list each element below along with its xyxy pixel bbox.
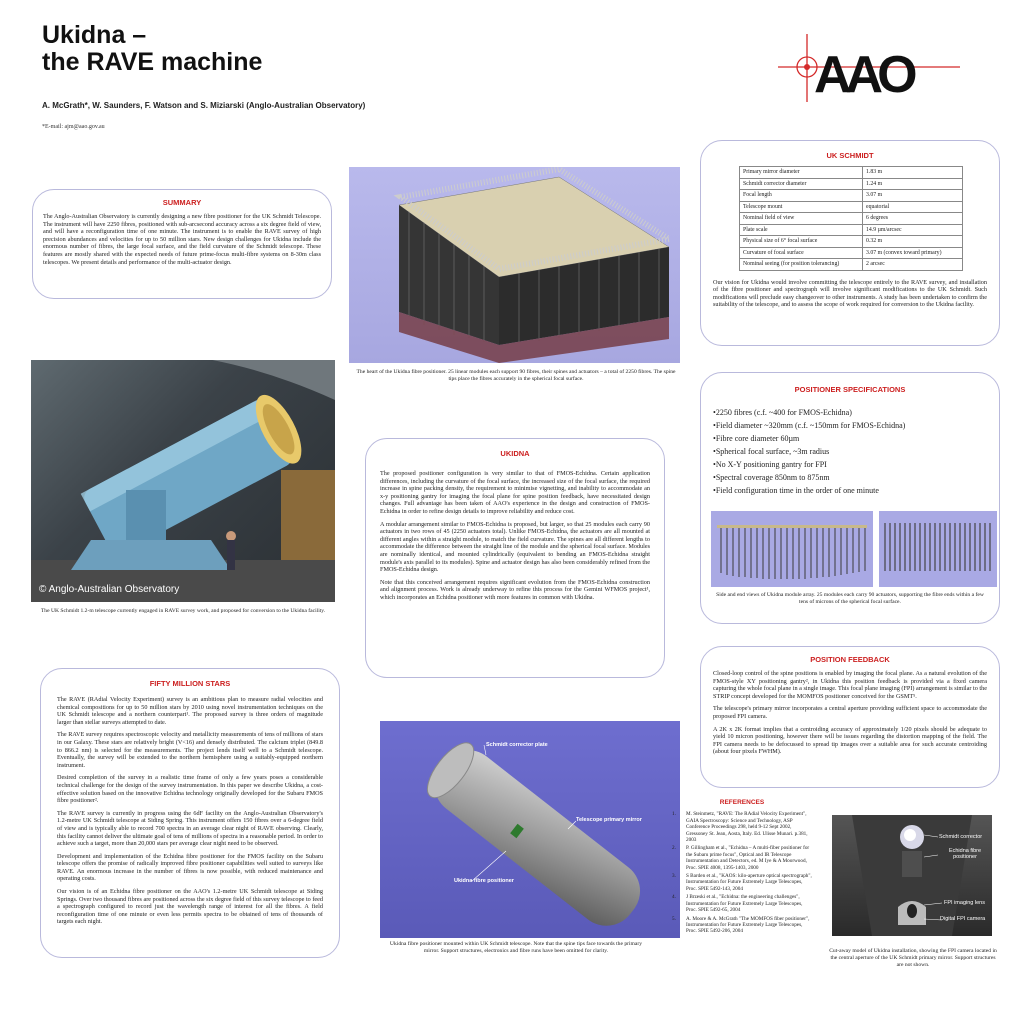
ukidna-heading: UKIDNA — [500, 449, 530, 458]
authors: A. McGrath*, W. Saunders, F. Watson and S. Miziarski (Anglo-Australian Observatory) — [42, 101, 366, 110]
label-primary-mirror: Telescope primary mirror — [576, 817, 642, 823]
list-item: • Spectral coverage 850nm to 875nm — [713, 471, 987, 484]
label-echidna-positioner: Echidna fibre positioner — [948, 848, 982, 860]
label-fibre-positioner: Ukidna fibre positioner — [454, 878, 514, 884]
table-row: Schmidt corrector diameter 1.24 m — [740, 178, 963, 190]
ukidna-paragraph-1: The proposed positioner configuration is very similar to that of FMOS-Echidna. Certain application differences, including the curvature of the focal surface, the increased size of the focal surface, the required increase in spine packing density, the requirement to minimise vignetting, and inability to accommodate an x-y positioning gantry for imaging the focal plane for spine position feedback, have necessitated design changes. Full advantage has been taken of AAO's experience in the design and construction of FMOS-Echidna in order to refine design details to improve reliability and reduce cost. — [380, 470, 650, 515]
module-side-view — [711, 511, 873, 587]
label-fpi-camera: Digital FPI camera — [940, 916, 986, 922]
telescope-tube-render — [380, 721, 680, 938]
ukidna-panel — [365, 438, 665, 678]
reference-item: 1. M. Steinmetz, "RAVE: The RAdial Velocity Experiment", GAIA Spectroscopy: Science and Technology, ASP Conference Proceedings 298, held 9-12 Sept 2002, Gressoney St. Jean, Aosta, Italy. Ed. Ulisse Munari. p.381, 2003 — [672, 811, 808, 844]
positioner-render-caption: The heart of the Ukidna fibre positioner. 25 linear modules each support 90 fibres, their spines and actuators – a total of 2250 fibres. The spine tips place the fibres accurately in the spherical focal surface. — [356, 369, 676, 382]
photo-watermark: © Anglo-Australian Observatory — [39, 584, 180, 595]
author-email: *E-mail: ajm@aao.gov.au — [42, 124, 105, 130]
list-item: • Fibre core diameter 60µm — [713, 432, 987, 445]
summary-panel — [32, 189, 332, 299]
list-item: • No X-Y positioning gantry for FPI — [713, 458, 987, 471]
logo-text: AAO — [814, 46, 912, 104]
table-row: Focal length 3.07 m — [740, 190, 963, 202]
fifty-million-heading: FIFTY MILLION STARS — [149, 679, 231, 688]
fifty-million-paragraph-5: Development and implementation of the Echidna fibre positioner for the FMOS facility on the Subaru telescope offers the promise of radically improved fibre positioner capabilities well suited to surveys like RAVE. An enormous increase in the number of fibres is now possible, with reduced maintenance and operating costs. — [57, 852, 323, 883]
positioner-specs-list — [713, 406, 987, 497]
table-row: Nominal field of view 6 degrees — [740, 213, 963, 225]
reference-item: 4. J Brzeski et al., "Echidna: the engineering challenges", Instrumentation for Future Extremely Large Telescopes, Proc. SPIE 5492-65, 2004 — [672, 894, 803, 914]
uk-schmidt-text: Our vision for Ukidna would involve committing the telescope entirely to the RAVE survey, and installation of the fibre positioner and spectrograph will involve significant modifications to the UK Schmidt. Such modifications will preclude easy changeover to other instruments. A study has been undertaken to confirm the suitability of the telescope, and to assess the scope of work required for conversion to the Ukidna facility. — [713, 278, 987, 309]
telescope-illustration — [31, 360, 335, 602]
positioner-specs-heading: POSITIONER SPECIFICATIONS — [794, 385, 906, 394]
position-feedback-heading: POSITION FEEDBACK — [810, 655, 890, 664]
position-feedback-paragraph-3: A 2K x 2K format implies that a centroiding accuracy of approximately 1/20 pixels should be adequate to yield 10 micron positioning, however there will be issues regarding the distortion mapping of the field. The FPI camera needs to be defocussed to spread tip images over a suitable area for such accurate centroiding (about four pixels FWHM). — [713, 725, 987, 756]
fifty-million-paragraph-3: Desired completion of the survey in a realistic time frame of only a few years poses a considerable technical challenge for the design of the survey instrumentation. In this paper we describe Ukidna, a cost-effective solution based on the innovative Echidna technology originally developed for the Subaru FMOS fibre positioner². — [57, 774, 323, 805]
tube-render-caption: Ukidna fibre positioner mounted within UK Schmidt telescope. Note that the spine tips face towards the primary mirror. Support structures, electronics and fibre runs have been omitted for clarity. — [389, 941, 643, 954]
cutaway-caption: Cut-away model of Ukidna installation, showing the FPI camera located in the central aperture of the UK Schmidt primary mirror. Support structures are not shown. — [829, 948, 997, 968]
table-row: Telescope mount equatorial — [740, 201, 963, 213]
list-item: • Field configuration time in the order of one minute — [713, 484, 987, 497]
reference-item: 3. S Barden et al., "KAOS: kilo-aperture optical spectrograph", Instrumentation for Future Extremely Large Telescopes, Proc. SPIE 5492-143, 2004 — [672, 873, 812, 892]
fifty-million-paragraph-6: Our vision is of an Echidna fibre positioner on the AAO's 1.2-metre UK Schmidt telescope at Siding Springs. Over two thousand fibres are positioned across the six degree field of this survey telescope to feed a spectrograph configured to record just the wavelength range of interest for all the fibres. A field reconfiguration time of one minute or even less permits spectra to be obtained of tens of thousands of targets each night. — [57, 888, 323, 926]
uk-schmidt-panel — [700, 140, 1000, 346]
list-item: • Field diameter ~320mm (c.f. ~150mm for FMOS-Echidna) — [713, 419, 987, 432]
table-row: Primary mirror diameter 1.83 m — [740, 167, 963, 179]
ukidna-paragraph-3: Note that this conceived arrangement requires significant evolution from the FMOS-Echidna construction and alignment process. Work is already underway to refine this process for the Gemini WFMOS project¹, which incorporates an Echidna positioner with more features in common with Ukidna. — [380, 578, 650, 601]
uk-schmidt-heading: UK SCHMIDT — [826, 151, 874, 160]
position-feedback-panel — [700, 646, 1000, 788]
summary-heading: SUMMARY — [162, 198, 202, 207]
aao-logo — [770, 30, 970, 106]
table-row: Curvature of focal surface 3.07 m (convex toward primary) — [740, 247, 963, 259]
positioner-render — [349, 167, 680, 363]
table-row: Plate scale 14.9 µm/arcsec — [740, 224, 963, 236]
tube-illustration — [380, 721, 680, 938]
telescope-photo-caption: The UK Schmidt 1.2-m telescope currently engaged in RAVE survey work, and proposed for conversion to the Ukidna facility. — [40, 608, 326, 614]
module-views-caption: Side and end views of Ukidna module array. 25 modules each carry 90 actuators, supporting the fibre ends within a few tens of microns of the spherical focal surface. — [716, 592, 984, 605]
label-fpi-lens: FPI imaging lens — [944, 900, 985, 906]
uk-schmidt-table — [739, 166, 963, 271]
title-line-1: Ukidna – — [42, 21, 147, 49]
fifty-million-panel — [40, 668, 340, 958]
fifty-million-paragraph-2: The RAVE survey requires spectroscopic velocity and metallicity measurements of tens of millions of stars in our Galaxy. These stars are relatively bright (V<16) and densely distributed. The calcium triplet (849.8 to 866.2 nm) is selected for the measurements. The project lends itself well to a Schmidt telescope. Eventually, the survey will be extended to the northern hemisphere using a suitably-equipped northern instrument. — [57, 731, 323, 769]
position-feedback-paragraph-1: Closed-loop control of the spine positions is enabled by imaging the focal plane. As a natural evolution of the FMOS-style XY positioning gantry², in Ukidna this position feedback is provided via a fixed camera capturing the whole focal plane in a single image. This focal plane imaging (FPI) arrangement is similar to the STRIP concept developed for the MOMFOS positioner conceived for the GSMT⁵. — [713, 670, 987, 700]
fifty-million-paragraph-1: The RAVE (RAdial Velocity Experiment) survey is an ambitious plan to measure radial velocities and chemical compositions for up to 50 million stars by 2010 using novel instrumentation techniques on the UK Schmidt telescope and a northern counterpart¹. The proposed survey is three orders of magnitude larger than stellar surveys attempted to date. — [57, 696, 323, 726]
reference-item: 2. P. Gillingham et al., "Echidna – A multi-fiber positioner for the Subaru prime focus", Optical and IR Telescope Instrumentation and Detectors, ed. M Iye & A Moorwood, Proc. SPIE 4008, 1395-1403, 2000 — [672, 845, 810, 871]
label-corrector-plate: Schmidt corrector plate — [486, 742, 548, 748]
module-end-view — [879, 511, 997, 587]
title-line-2: the RAVE machine — [42, 48, 263, 76]
summary-text: The Anglo-Australian Observatory is currently designing a new fibre positioner for the UK Schmidt Telescope. The instrument will have 2250 fibres, positioned with sub-arcsecond accuracy across a six degree field of view, and will have a reconfiguration time of one minute. The instrument is to enable the RAVE survey of high precision abundances and velocities for up to 50 million stars. New design challenges for Ukidna include the enormous number of fibres, the large focal surface, and the field curvature of the Schmidt telescope. These features are mostly shared with the expected needs of future prime-focus multi-fibre systems on 8-30m class telescopes. We present details and performance of the multi-actuator design. — [43, 213, 321, 266]
position-feedback-paragraph-2: The telescope's primary mirror incorporates a central aperture providing sufficient space to accommodate the proposed FPI camera. — [713, 705, 987, 720]
table-row: Physical size of 6° focal surface 0.32 m — [740, 236, 963, 248]
references — [672, 800, 812, 937]
table-row: Nominal seeing (for position tolerancing) 2 arcsec — [740, 259, 963, 271]
label-schmidt-corrector: Schmidt corrector — [939, 834, 983, 840]
list-item: • 2250 fibres (c.f. ~400 for FMOS-Echidna) — [713, 406, 987, 419]
positioner-specs-panel — [700, 372, 1000, 624]
references-heading: REFERENCES — [719, 799, 765, 806]
cutaway-render — [832, 815, 992, 936]
fibre-array-illustration — [349, 167, 680, 363]
list-item: • Spherical focal surface, ~3m radius — [713, 445, 987, 458]
reference-item: 5. A. Moore & A. McGrath "The MOMFOS fiber positioner", Instrumentation for Future Extremely Large Telescopes, Proc. SPIE 5492-206, 2004 — [672, 915, 810, 935]
ukidna-paragraph-2: A modular arrangement similar to FMOS-Echidna is proposed, but larger, so that 25 modules each carry 90 actuators in two rows of 45 (2250 actuators total). Unlike FMOS-Echidna, the actuators are all mounted at different angles within a straight module, to match the field curvature. The spines are all different lengths to accommodate the difference between the straight line of the module and the spherical focal surface. Modules are nominally identical, and mounted cylindrically (equivalent to bending an FMOS-Echidna straight module's axis parallel to its modules). Spine and actuator design has also been considerably refined from the FMOS-Echidna design. — [380, 520, 650, 574]
fifty-million-paragraph-4: The RAVE survey is currently in progress using the 6dF facility on the Anglo-Australian Observatory's 1.2-metre UK Schmidt telescope at Siding Spring. This instrument offers 150 fibres over a 6-degree field of view and is typically able to record 700 spectra in an average clear night of RAVE observing. Clearly, this facility cannot deliver the ultimate goal of tens of millions of spectra in a reasonable period. In order to achieve such a target, more than 20,000 stars per average clear night need to be observed. — [57, 809, 323, 848]
telescope-photo — [31, 360, 335, 602]
poster-title — [42, 22, 262, 76]
